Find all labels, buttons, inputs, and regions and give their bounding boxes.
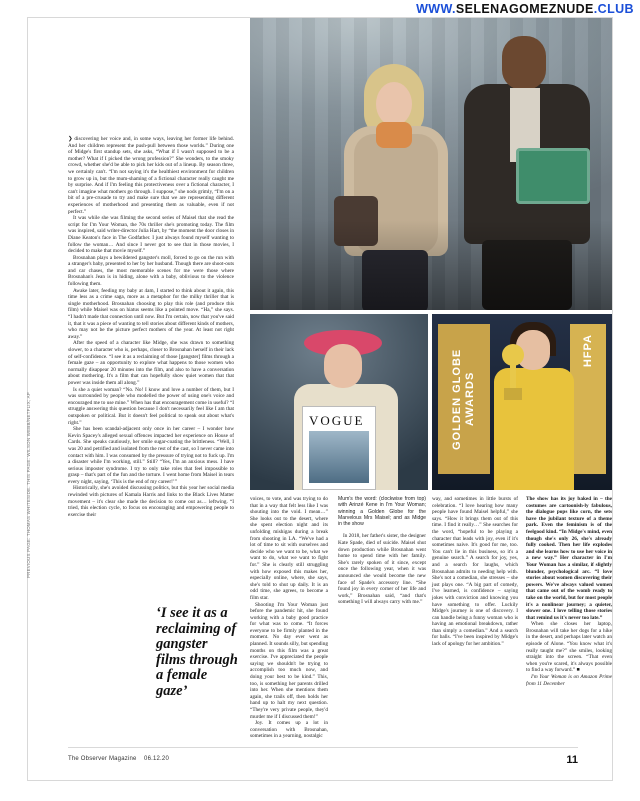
magazine-prop [302,406,376,490]
footer-credit [68,756,169,762]
photo-caption-block [338,496,426,758]
photo-golden-globes-red-carpet [432,314,612,490]
footer-rule [68,747,578,748]
photo-shadow-gradient [250,220,612,310]
body-column-6 [526,496,612,758]
body-column-5 [432,496,518,758]
photo-woman-reading-magazine [250,314,428,490]
man-head [502,36,546,90]
watermark-bar [0,0,640,18]
man-parcel [516,148,590,204]
golden-globe-awards-sign-text: GOLDEN GLOBE AWARDS [451,348,476,450]
paragraph: When she closes her laptop, Brosnahan will take her dogs for a hike in the desert, and perhaps later watch an episode of Alone. “You know what it's really taught me?” she smiles, looking straight into the screen. “That even when you're scared, it's always possible to find a way forward.” ■ [526,621,612,674]
magazine-cover-image [309,431,369,483]
paragraph: In 2018, her father's sister, the designer Kate Spade, died of suicide. Maisel shut down production while Brosnahan went home to spend time with her family. She's rarely spoken of it since, except once the following year, when it was announced she would become the new face of Spade's accessory line. “She found joy in every corner of her life and work,” Brosnahan said, “and that's something I will always carry with me.” [338,533,426,606]
issue-date: 06.12.20 [144,756,169,762]
trophy-icon [502,344,524,404]
paragraph: The show has its joy baked in – the costumes are cartoonish-ly fabulous, the dialogue pops like corn, the sets have the jubilant texture of a theme park. Even the feminism is of the feelgood kind. “In Midge's mind, even though she's only 26, she's already fully cooked. Then her life explodes and she learns how to use her voice in a new way.” Her character in I'm Your Woman has a similar, if slightly blunder, psychological arc. “I love stories about women discovering their powers. We've always valued women that came out of the womb ready to take on the world, but for most people it's a nonlinear journey; a quieter, slower one. I love telling those stories that remind us it's never too late.” [526,496,612,621]
pull-quote: ‘I see it as a reclaiming of gangster films through a female gaze’ [156,605,238,699]
photo-credit-strip: PREVIOUS PAGE: THOMAS WHITESIDE. THIS PAGE: WILSON WEBB/NETFLIX; AP [26,392,31,578]
publication-name: The Observer Magazine [68,756,137,762]
watermark-text [416,2,634,16]
watermark-brand: SELENAGOMEZNUDE [455,2,594,16]
trophy-globe [502,344,524,366]
page-number: 11 [566,754,578,766]
hfpa-sign-text: HFPA [582,334,594,368]
paragraph: After the speed of a character like Midge, she was drawn to something slower, to a character who is, perhaps, closer to Brosnahan herself in their lack of self-confidence. “I see it as a reclaiming of those [gangster] films through a female gaze – an opportunity to explore what happens to those women who normally disappear 20 minutes into the film, and also to have a conversation about mothering. It's a film that can hopefully show quiet women that that power was inside them all along.” [68,340,234,386]
watermark-suffix: .CLUB [593,2,634,16]
endnote: I'm Your Woman is on Amazon Prime from 11 December [526,674,612,687]
woman-scarf [376,122,412,148]
paragraph: She has been scandal-adjacent only once in her career – I wonder how Kevin Spacey's alleged sexual offences impacted her experience on House of Cards. She speaks cautiously, her smile sugar-coating the brittleness. “Well, I was 20 and petrified and isolated from the rest of the cast, so I never came into contact with him. I was consumed by the pressure of trying not to fuck up. I'm a disaster while I'm working, still.” Still? “Yes, I'm an anxious mess. I have serious imposter syndrome. I try to only take roles that feel impossible to grasp – that's part of the fun and the torture. I went home from Maisel in tears every night, saying, ‘This is the end of my career!’” [68,426,234,485]
body-column-1 [68,136,234,574]
body-column-3 [250,496,328,758]
photos-caption-text: Mum's the word: (clockwise from top) with Arinzé Kene in I'm Your Woman; winning a Golden Globe for the Marvelous Mrs Maisel; and as Midge in the show [338,496,426,528]
paragraph: Awake later, feeding my baby at 4am, I started to think about it again, this time less as a crime saga, more as a metaphor for the milky thriller that is single motherhood. Brosnahan choosing to play this role (and produce this film) while Maisel was on hiatus seems like a pointed move. “Ha,” she says. “I hadn't made that connection until now. But I'm certain, now that you've said it, that it was a piece of wanting to tell stories about different kinds of mothers, who may not be the picture perfect mothers of the year. At least not right away.” [68,287,234,340]
hfpa-sign [570,324,606,474]
trophy-stem [510,364,516,390]
photo-a-head [324,344,362,388]
film-still-two-characters [250,18,612,310]
paragraph: voices, to vote, and was trying to do that in a way that felt less like I was shouting into the void. I mean…” She looks out to the desert, where she spent election night and its unfolding mishigas during a break from shooting in LA. “We've had a lot of time to sit with ourselves and decide who we want to be, what we want to do, what we want to fight for.” She is clearly still struggling with how exposed this makes her, especially online, where, she says, she's told to shut up daily. It is an odd time, she agrees, to become a film star. [250,496,328,601]
trophy-base [504,388,522,400]
paragraph: Joy. It comes up a lot in conversation with Brosnahan, sometimes in a yearning, nostalgic [250,720,328,740]
magazine-sheet [28,18,612,780]
paragraph: It was while she was filming the second series of Maisel that she read the script for I'm Your Woman, the 70s thriller she's promoting today. The film was inspired, said writer-director Julia Hart, by “the moment the door closes in Diane Keaton's face in The Godfather. I just always found myself wanting to follow the woman… And since I never got to see that in those movies, I decided to make that movie myself.” [68,215,234,255]
woman-face [376,82,412,126]
paragraph: Brosnahan plays a bewildered gangster's moll, forced to go on the run with a stranger's baby, presented to her by her husband. Though there are shoot-outs and car chases, the most memorable scenes for me were those where Brosnahan's Jean is in hiding, alone with a baby, oblivious to the violence following them. [68,254,234,288]
watermark-prefix: WWW. [416,2,456,16]
paragraph: Is she a quiet woman? “No. No! I know and love a number of them, but I was surrounded by people who modelled the power of using one's voice and encouraged me to use mine.” When has that encouragement come in useful? “I struggle answering this question because I don't necessarily feel like I am that outspoken or political. But it doesn't feel political to speak out about what's right.” [68,386,234,426]
paragraph: Shooting I'm Your Woman just before the pandemic hit, she found working with a baby good practice for what was to come. “It forces everyone to be firmly planted in the moment. No day ever went as planned. It sounds silly, but spending months on this film was a great exercise. I've appreciated the people saying we shouldn't be trying to accomplish too much now, and doing your best to be kind.” This, too, is something her parents drilled into her. When she mentions them again, she trails off, then holds her hand up to halt my next question. “They're very private people, they'd murder me if I discussed them!” [250,601,328,720]
paragraph: way, and sometimes in little bursts of celebration. “I love hearing how many people have found Maisel helpful,” she says. “How it brings them out of this time. I find it really…” She searches for the word, “hopeful to be playing a character that leads with joy, even if it's sometimes naive. It's good for me, too. You can't lie in this business, so it's a genuine search.” A search for joy, yes, and a search for laughs, which Brosnahan admits to needing help with. She's not a comedian, she stresses – she just plays one. “A big part of comedy, I've learned, is confidence – saying jokes with conviction and knowing you have something to offer. Luckily Midge's journey is one of discovery. I can handle being a funny woman who is having an emotional breakdown, rather than simply a comedian.” And a search for balls. “I've been inspired by Midge's lack of apology for her ambition.” [432,496,518,648]
golden-globe-awards-sign [438,324,490,474]
magazine-title: VOGUE [309,413,365,428]
paragraph: ❯ discovering her voice and, in some ways, leaving her former life behind. And her children represent the push-pull between those worlds.” During one of Midge's first standup sets, she asks, “What if I wasn't supposed to be a mother? What if I picked the wrong profession?” She wonders, to the smoky crowd, whether she'd be able to pick her kids out of a lineup. By season three, we certainly can't. “I'm not saying it's the healthiest environment for children to grow up in, but the mum-shaming of a fictional character really caught me by surprise. And if I'm feeling this protectiveness over a fictional character, I can't imagine what mothers go through. I suppose,” she nods grimly, “I'm on a bit of a pre-crusade to try and make sure that we are representing different experiences of motherhood and presenting them as valuable, even if not perfect.” [68,136,234,215]
paragraph: Historically, she's avoided discussing politics, but this year her social media rewinded with pictures of Kamala Harris and links to the Black Lives Matter movement – it's clear she made the decision to come out as… leftwing. “I tried, this election cycle, to focus on encouraging and empowering people to exercise their [68,485,234,518]
